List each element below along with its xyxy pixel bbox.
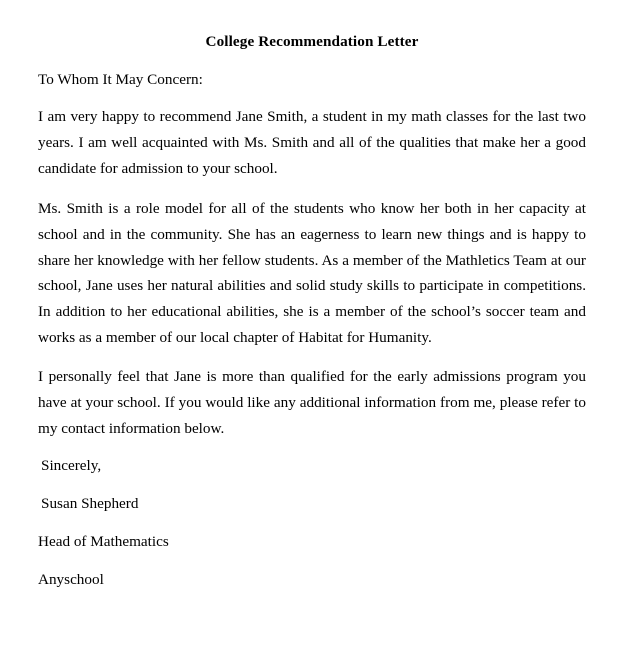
salutation: To Whom It May Concern:: [38, 71, 203, 88]
signer-name: Susan Shepherd: [41, 495, 139, 512]
organization-name: Anyschool: [38, 571, 104, 588]
paragraph-qualities: Ms. Smith is a role model for all of the students who know her both in her capacity at school and in the community. She has an eagerness to learn new things and is happy to share her knowledge with her fellow students. As a member of the Mathletics Team at our school, Jane uses her natural abilities and solid study skills to participate in competitions. In addition to her educational abilities, she is a member of the school’s soccer team and works as a member of our local chapter of Habitat for Humanity.: [38, 200, 586, 346]
paragraph-introduction: I am very happy to recommend Jane Smith, a student in my math classes for the last two years. I am well acquainted with Ms. Smith and all of the qualities that make her a good candidate for admission to your school.: [38, 108, 586, 177]
closing: Sincerely,: [41, 457, 102, 474]
signer-title: Head of Mathematics: [38, 533, 169, 550]
letter-title: College Recommendation Letter: [205, 33, 419, 50]
paragraph-recommendation: I personally feel that Jane is more than qualified for the early admissions program you have at your school. If you would like any additional information from me, please refer to my contact information below.: [38, 368, 586, 437]
